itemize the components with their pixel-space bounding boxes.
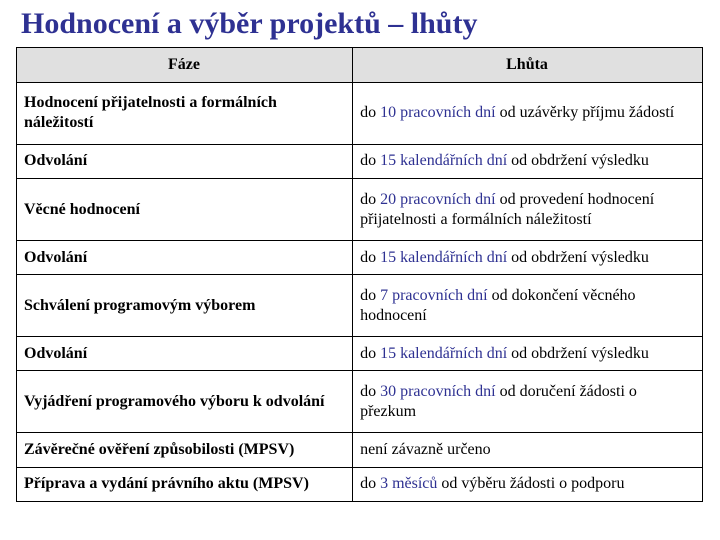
deadline-prefix: do	[360, 475, 381, 493]
deadline-cell	[353, 337, 703, 371]
deadline-cell	[353, 433, 703, 467]
deadline-cell	[353, 83, 703, 145]
deadline-number: 7	[380, 286, 389, 304]
deadline-unit: kalendářních dní	[396, 344, 508, 362]
deadline-prefix: do	[360, 344, 381, 362]
table-row	[17, 144, 703, 178]
phase-cell: Schválení programovým výborem	[17, 275, 353, 337]
deadline-number: 30	[380, 382, 397, 400]
deadline-number: 15	[380, 248, 397, 266]
table-body	[17, 83, 703, 502]
header-deadline: Lhůta	[353, 48, 703, 83]
deadline-suffix: od provedení hodnocení přijatelnosti a formálních náležitostí	[360, 190, 655, 228]
deadline-unit: kalendářních dní	[396, 248, 508, 266]
deadline-cell	[353, 467, 703, 501]
deadline-suffix: od uzávěrky příjmu žádostí	[495, 104, 675, 122]
phase-cell: Odvolání	[17, 144, 353, 178]
deadline-cell	[353, 179, 703, 241]
deadline-prefix: do	[360, 248, 381, 266]
deadline-cell	[353, 275, 703, 337]
deadline-cell	[353, 144, 703, 178]
deadline-suffix: od obdržení výsledku	[507, 152, 649, 170]
table-row	[17, 179, 703, 241]
deadline-unit: měsíců	[388, 475, 438, 493]
table-row	[17, 240, 703, 274]
table-row	[17, 371, 703, 433]
deadline-number: 15	[380, 152, 397, 170]
deadline-suffix: od výběru žádosti o podporu	[437, 475, 625, 493]
phase-cell: Závěrečné ověření způsobilosti (MPSV)	[17, 433, 353, 467]
deadline-prefix: do	[360, 382, 381, 400]
phase-cell: Odvolání	[17, 240, 353, 274]
deadline-unit: pracovních dní	[396, 190, 496, 208]
deadline-suffix: od obdržení výsledku	[507, 248, 649, 266]
deadline-unit: pracovních dní	[388, 286, 488, 304]
phase-cell: Příprava a vydání právního aktu (MPSV)	[17, 467, 353, 501]
phase-cell: Odvolání	[17, 337, 353, 371]
table-row	[17, 337, 703, 371]
table-row	[17, 83, 703, 145]
deadline-number: 3	[380, 475, 389, 493]
deadline-cell	[353, 240, 703, 274]
deadline-unit: pracovních dní	[396, 104, 496, 122]
page-title: Hodnocení a výběr projektů – lhůty	[21, 7, 478, 40]
phase-cell: Věcné hodnocení	[17, 179, 353, 241]
phase-cell: Vyjádření programového výboru k odvolání	[17, 371, 353, 433]
table-row	[17, 275, 703, 337]
deadline-prefix: do	[360, 152, 381, 170]
deadline-unit: pracovních dní	[396, 382, 496, 400]
deadline-cell	[353, 371, 703, 433]
deadline-number: 10	[380, 104, 397, 122]
deadline-number: 15	[380, 344, 397, 362]
header-phase: Fáze	[17, 48, 353, 83]
deadline-suffix: od doručení žádosti o přezkum	[360, 382, 637, 420]
table-header-row	[17, 48, 703, 83]
deadlines-table	[16, 47, 703, 502]
deadline-suffix: od obdržení výsledku	[507, 344, 649, 362]
deadline-unit: kalendářních dní	[396, 152, 508, 170]
table-row	[17, 467, 703, 501]
deadline-number: 20	[380, 190, 397, 208]
deadline-prefix: do	[360, 286, 381, 304]
phase-cell: Hodnocení přijatelnosti a formálních náležitostí	[17, 83, 353, 145]
table-row	[17, 433, 703, 467]
deadline-suffix: od dokončení věcného hodnocení	[360, 286, 636, 324]
deadline-prefix: do	[360, 190, 381, 208]
deadline-prefix: do	[360, 104, 381, 122]
deadline-text: není závazně určeno	[360, 440, 491, 458]
